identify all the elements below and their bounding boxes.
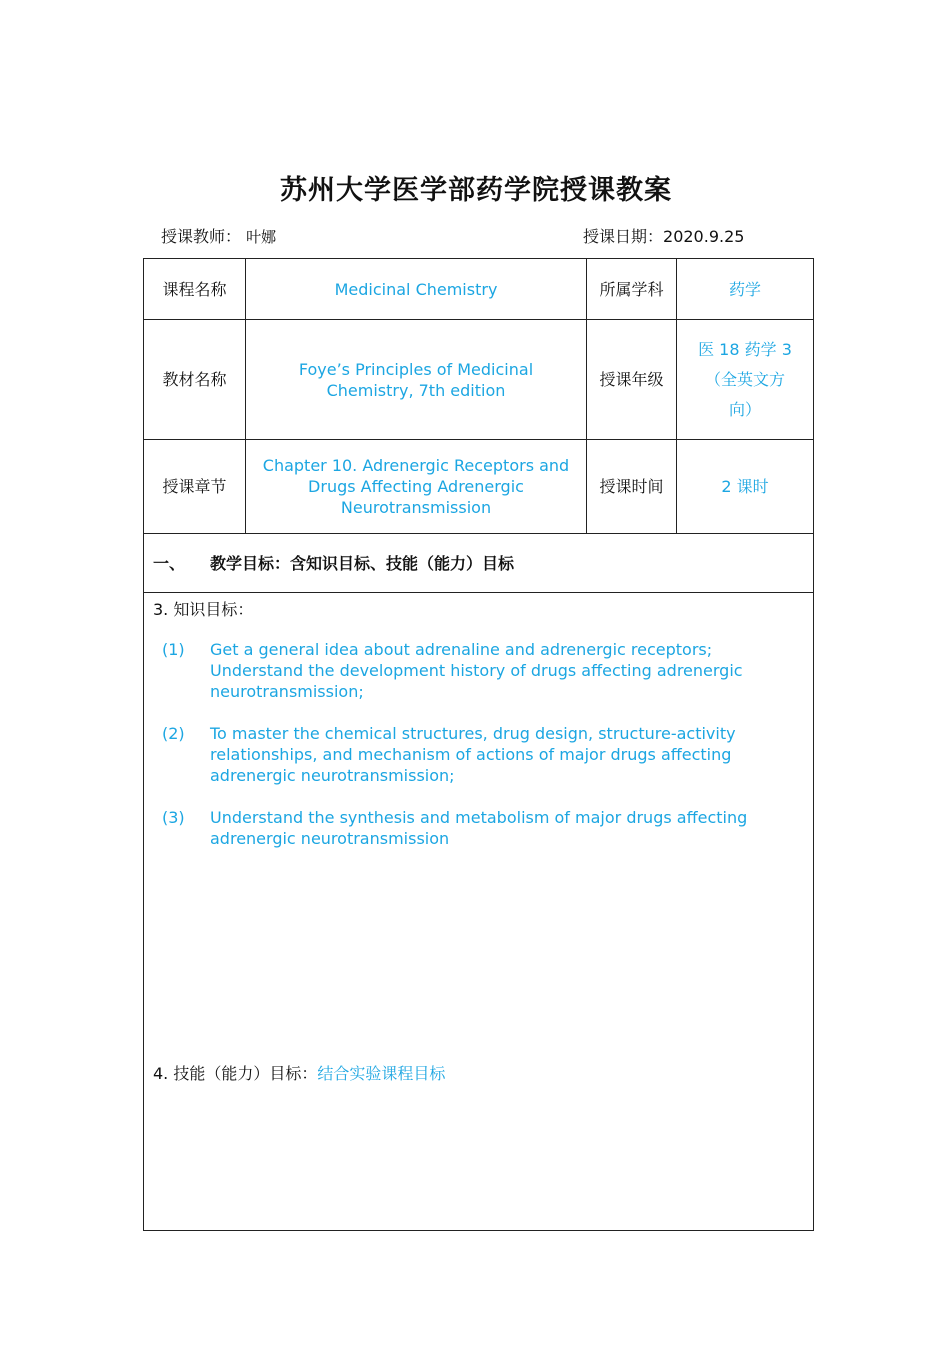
objective-index: (1)	[162, 640, 185, 659]
objective-index: (2)	[162, 724, 185, 743]
course-row	[144, 259, 814, 320]
teacher-name: 叶娜	[246, 228, 277, 246]
lesson-plan-table	[143, 258, 814, 1231]
knowledge-heading: 3. 知识目标：	[153, 600, 254, 619]
objective-text: Understand the synthesis and metabolism of major drugs affecting adrenergic neurotransmission	[210, 808, 748, 848]
objectives-content	[144, 593, 814, 1231]
section-number: 一、	[153, 553, 186, 573]
section-heading-row	[144, 534, 814, 593]
chapter-value: Chapter 10. Adrenergic Receptors and Drugs Affecting Adrenergic Neurotransmission	[246, 440, 587, 534]
hours-label: 授课时间	[587, 440, 677, 534]
date-info	[583, 224, 744, 247]
objective-text: Get a general idea about adrenaline and adrenergic receptors; Understand the development history of drugs affecting adrenergic neurotransmission;	[210, 640, 743, 701]
objective-item	[153, 723, 804, 786]
skills-heading-line	[153, 1064, 804, 1084]
objective-item	[153, 639, 804, 702]
course-value: Medicinal Chemistry	[246, 259, 587, 320]
date-value: 2020.9.25	[663, 227, 745, 246]
discipline-value: 药学	[677, 259, 814, 320]
discipline-label: 所属学科	[587, 259, 677, 320]
objective-text: To master the chemical structures, drug design, structure-activity relationships, and mechanism of actions of major drugs affecting adrenergic neurotransmission;	[210, 724, 736, 785]
knowledge-objectives-list	[153, 639, 804, 1064]
teacher-info	[161, 224, 276, 247]
grade-label: 授课年级	[587, 320, 677, 440]
hours-value: 2 课时	[677, 440, 814, 534]
objective-index: (3)	[162, 808, 185, 827]
content-row	[144, 593, 814, 1231]
textbook-value: Foye’s Principles of Medicinal Chemistry, 7th edition	[246, 320, 587, 440]
teacher-label: 授课教师：	[161, 227, 242, 246]
chapter-row	[144, 440, 814, 534]
chapter-label: 授课章节	[144, 440, 246, 534]
course-label: 课程名称	[144, 259, 246, 320]
section-heading	[144, 534, 814, 593]
date-label: 授课日期：	[583, 227, 664, 246]
section-title: 教学目标：含知识目标、技能（能力）目标	[210, 553, 515, 573]
objective-item	[153, 807, 804, 849]
skills-value: 结合实验课程目标	[317, 1064, 446, 1083]
page-title: 苏州大学医学部药学院授课教案	[280, 175, 672, 206]
textbook-label: 教材名称	[144, 320, 246, 440]
skills-heading: 4. 技能（能力）目标：	[153, 1064, 318, 1083]
textbook-row	[144, 320, 814, 440]
grade-value: 医 18 药学 3（全英文方向）	[677, 320, 814, 440]
